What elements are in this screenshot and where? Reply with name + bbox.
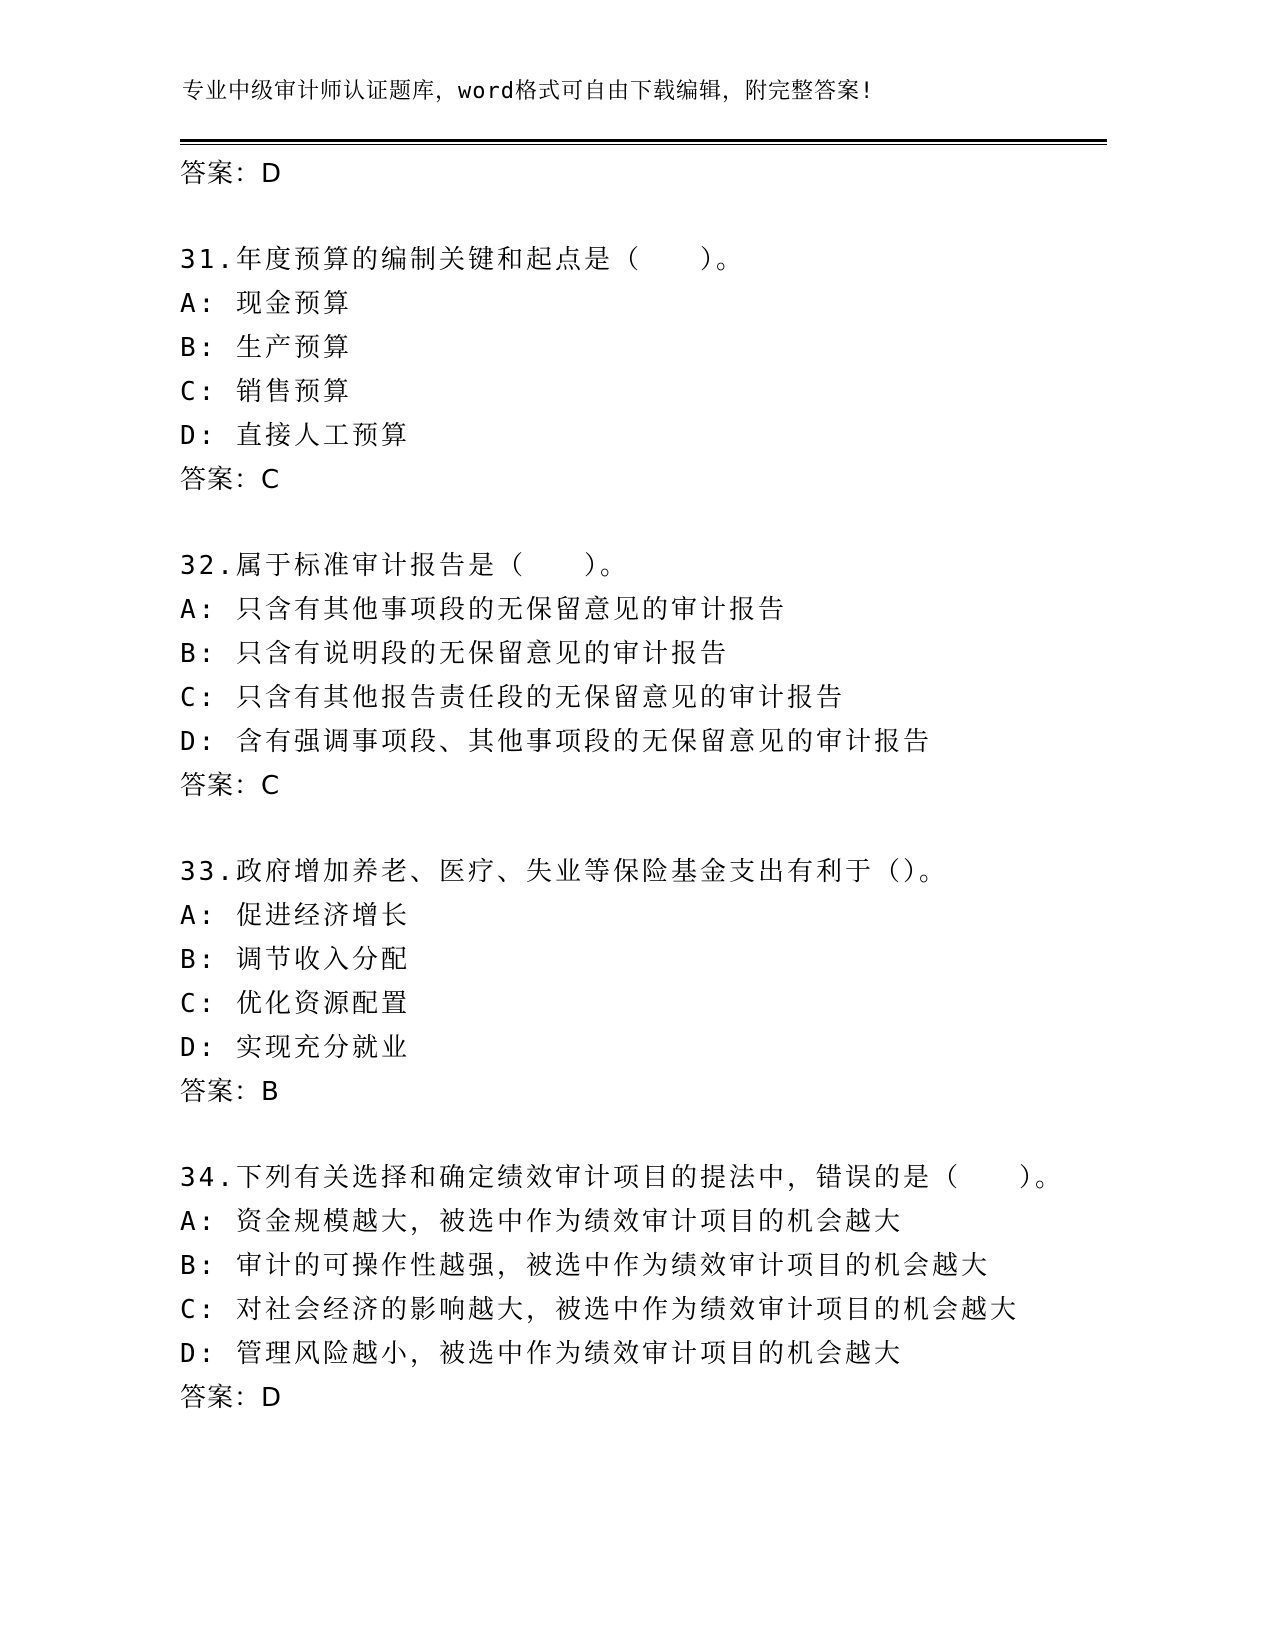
header-rule-thick — [180, 139, 1107, 142]
answer: 答案：C — [180, 465, 281, 495]
option-a: A: 现金预算 — [180, 289, 352, 319]
option-b: B: 审计的可操作性越强，被选中作为绩效审计项目的机会越大 — [180, 1251, 990, 1281]
header-rule-thin — [180, 144, 1107, 145]
page-header: 专业中级审计师认证题库，word格式可自由下载编辑，附完整答案! — [182, 79, 875, 104]
answer: 答案：D — [180, 1383, 283, 1413]
option-b: B: 只含有说明段的无保留意见的审计报告 — [180, 639, 729, 669]
option-d: D: 直接人工预算 — [180, 421, 410, 451]
option-c: C: 对社会经济的影响越大，被选中作为绩效审计项目的机会越大 — [180, 1295, 1019, 1325]
option-a: A: 促进经济增长 — [180, 901, 410, 931]
question-stem: 34.下列有关选择和确定绩效审计项目的提法中，错误的是（ ）。 — [180, 1163, 1064, 1193]
option-c: C: 优化资源配置 — [180, 989, 410, 1019]
question-stem: 31.年度预算的编制关键和起点是（ ）。 — [180, 245, 745, 275]
option-b: B: 生产预算 — [180, 333, 352, 363]
option-c: C: 只含有其他报告责任段的无保留意见的审计报告 — [180, 683, 845, 713]
option-a: A: 资金规模越大，被选中作为绩效审计项目的机会越大 — [180, 1207, 903, 1237]
question-stem: 32.属于标准审计报告是（ ）。 — [180, 551, 629, 581]
option-d: D: 管理风险越小，被选中作为绩效审计项目的机会越大 — [180, 1339, 903, 1369]
question-32 — [180, 544, 1120, 808]
option-d: D: 含有强调事项段、其他事项段的无保留意见的审计报告 — [180, 727, 932, 757]
question-31 — [180, 238, 1120, 502]
answer: 答案：B — [180, 1077, 280, 1107]
answer: 答案：C — [180, 771, 281, 801]
question-33 — [180, 850, 1120, 1114]
previous-answer: 答案：D — [180, 159, 283, 189]
option-d: D: 实现充分就业 — [180, 1033, 410, 1063]
option-c: C: 销售预算 — [180, 377, 352, 407]
option-b: B: 调节收入分配 — [180, 945, 410, 975]
question-stem: 33.政府增加养老、医疗、失业等保险基金支出有利于（）。 — [180, 857, 948, 887]
option-a: A: 只含有其他事项段的无保留意见的审计报告 — [180, 595, 787, 625]
document-body — [180, 152, 1120, 1420]
question-34 — [180, 1156, 1120, 1420]
